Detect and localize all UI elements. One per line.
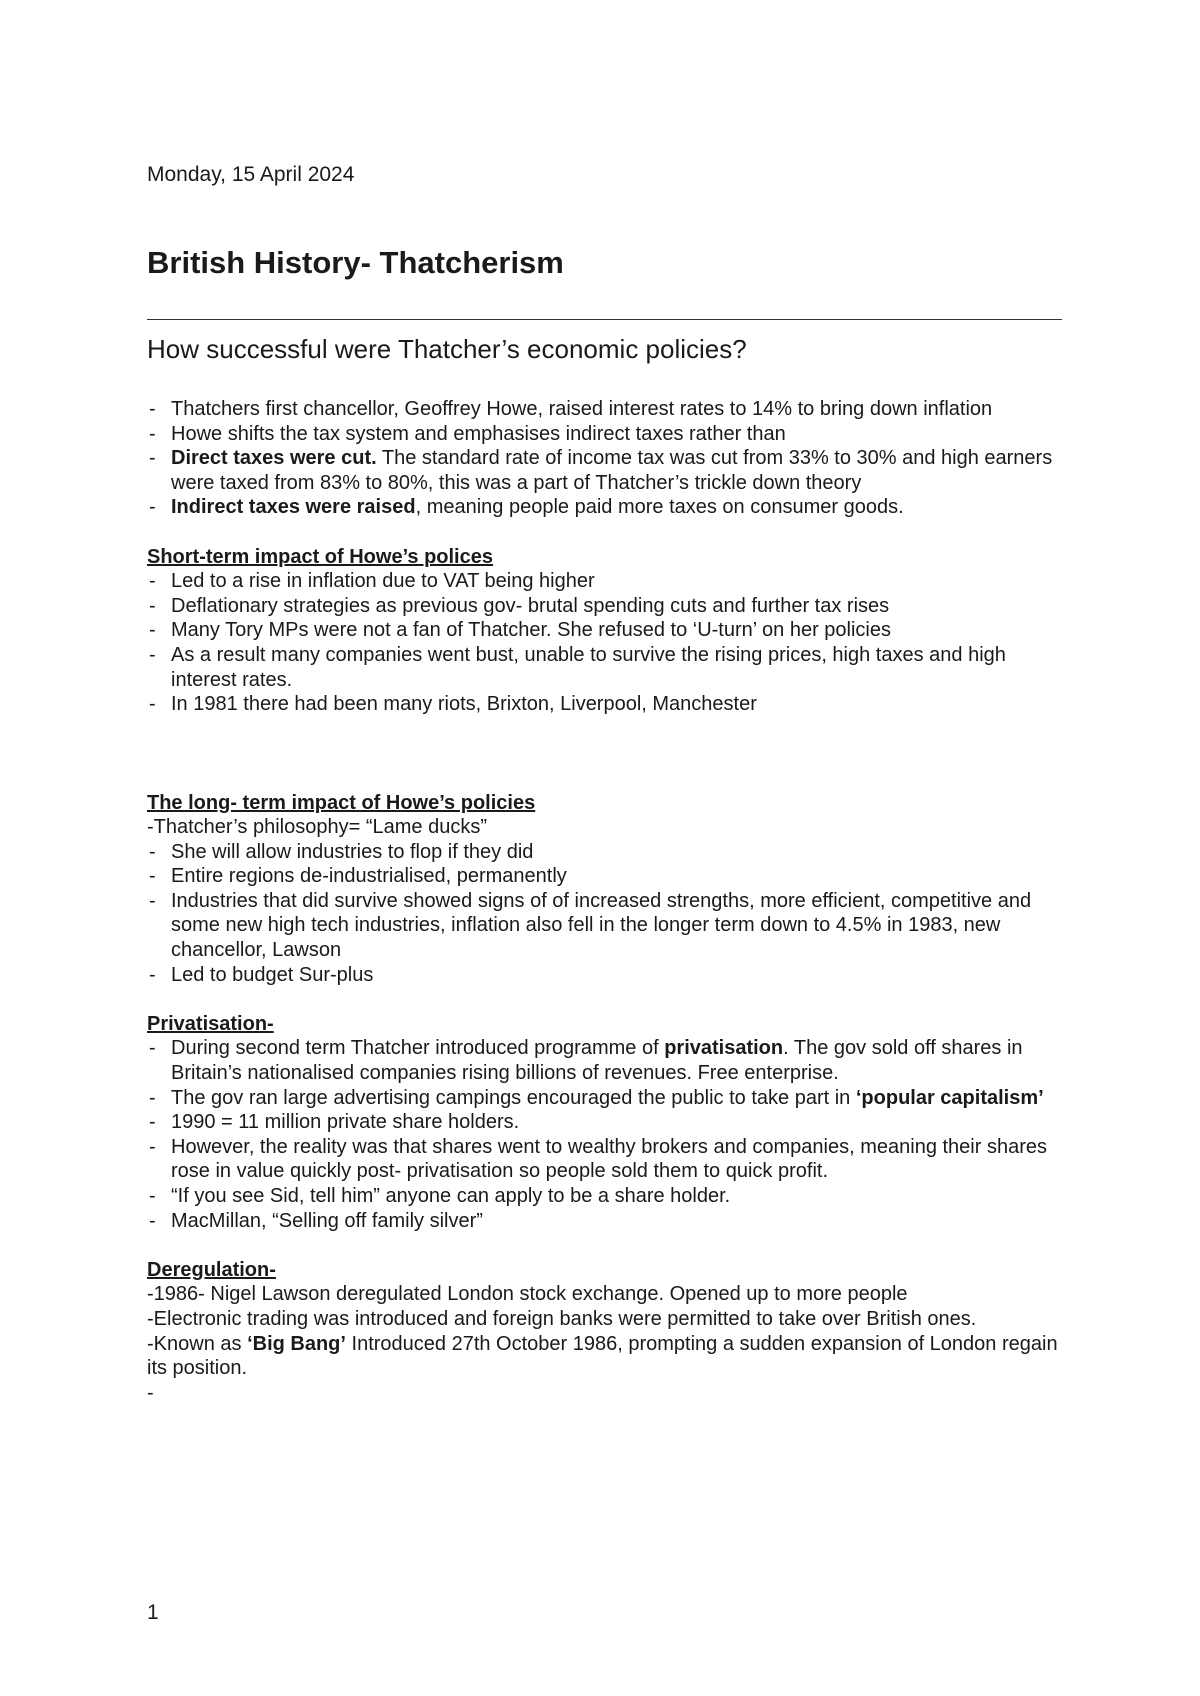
dash-bullet: - [149, 619, 156, 642]
list-item: - During second term Thatcher introduced programme of privatisation. The gov sold off shares in Britain’s nationalised companies rising billions of revenues. Free enterprise. [149, 1037, 1023, 1085]
dash-bullet: - [149, 422, 156, 445]
dash-bullet: - [149, 570, 156, 593]
title-divider [147, 319, 1062, 320]
dash-bullet: - [149, 865, 156, 888]
list-item: - Direct taxes were cut. The standard rate of income tax was cut from 33% to 30% and high earners were taxed from 83% to 80%, this was a part of Thatcher’s trickle down theory [149, 447, 1053, 494]
dash-bullet: - [149, 963, 156, 986]
date-line: Monday, 15 April 2024 [147, 163, 355, 186]
list-item: - 1990 = 11 million private share holders. [149, 1111, 520, 1134]
dash-bullet: - [149, 594, 156, 617]
dash-bullet: - [149, 889, 156, 912]
dash-bullet: - [149, 1037, 156, 1060]
notes-body [147, 397, 1062, 1405]
list-item: - “If you see Sid, tell him” anyone can apply to be a share holder. [149, 1185, 731, 1207]
dash-bullet: - [149, 693, 156, 716]
list-item: - Deflationary strategies as previous gov- brutal spending cuts and further tax rises [149, 594, 890, 617]
deregulation-heading: Deregulation- [147, 1258, 276, 1281]
list-item: - Thatchers first chancellor, Geoffrey Howe, raised interest rates to 14% to bring down inflation [149, 398, 993, 420]
list-item: - The gov ran large advertising campings encouraged the public to take part in ‘popular capitalism’ [149, 1086, 1044, 1109]
list-item: - Indirect taxes were raised, meaning people paid more taxes on consumer goods. [149, 496, 904, 519]
list-item: - Led to budget Sur-plus [149, 963, 374, 986]
list-item: - In 1981 there had been many riots, Brixton, Liverpool, Manchester [149, 693, 757, 716]
deregulation-line: -Known as ‘Big Bang’ Introduced 27th October 1986, prompting a sudden expansion of London regain its position. [147, 1332, 1058, 1380]
dash-bullet: - [149, 1135, 156, 1158]
dash-bullet: - [149, 1185, 156, 1207]
list-item: - Led to a rise in inflation due to VAT being higher [149, 570, 595, 593]
short-term-heading: Short-term impact of Howe’s polices [147, 545, 493, 568]
list-item: - As a result many companies went bust, unable to survive the rising prices, high taxes and high interest rates. [149, 643, 1006, 691]
privatisation-heading: Privatisation- [147, 1012, 274, 1035]
dash-bullet: - [149, 840, 156, 863]
deregulation-line: - [147, 1381, 154, 1404]
dash-bullet: - [149, 496, 156, 519]
list-item: - Entire regions de-industrialised, permanently [149, 865, 567, 888]
dash-bullet: - [149, 1209, 156, 1232]
document-title: British History- Thatcherism [147, 245, 564, 280]
list-item: - She will allow industries to flop if they did [149, 840, 534, 863]
list-item: - MacMillan, “Selling off family silver” [149, 1209, 483, 1232]
deregulation-line: -Electronic trading was introduced and foreign banks were permitted to take over British ones. [147, 1307, 977, 1330]
list-item: - However, the reality was that shares went to wealthy brokers and companies, meaning their shares rose in value quickly post- privatisation so people sold them to quick profit. [149, 1135, 1047, 1183]
dash-bullet: - [149, 398, 156, 420]
long-term-heading: The long- term impact of Howe’s policies [147, 791, 536, 814]
dash-bullet: - [149, 1086, 156, 1109]
list-item: - Howe shifts the tax system and emphasises indirect taxes rather than [149, 422, 786, 445]
page-number: 1 [147, 1601, 159, 1624]
list-item: - Industries that did survive showed signs of of increased strengths, more efficient, competitive and some new high tech industries, inflation also fell in the longer term down to 4.5% in 1983, new chancellor, Lawson [149, 889, 1032, 962]
deregulation-line: -1986- Nigel Lawson deregulated London stock exchange. Opened up to more people [147, 1283, 908, 1306]
list-item: - Many Tory MPs were not a fan of Thatcher. She refused to ‘U-turn’ on her policies [149, 619, 891, 642]
philosophy-line: -Thatcher’s philosophy= “Lame ducks” [147, 816, 487, 839]
dash-bullet: - [149, 1111, 156, 1134]
section-question: How successful were Thatcher’s economic policies? [147, 334, 747, 364]
dash-bullet: - [149, 447, 156, 470]
dash-bullet: - [149, 643, 156, 666]
